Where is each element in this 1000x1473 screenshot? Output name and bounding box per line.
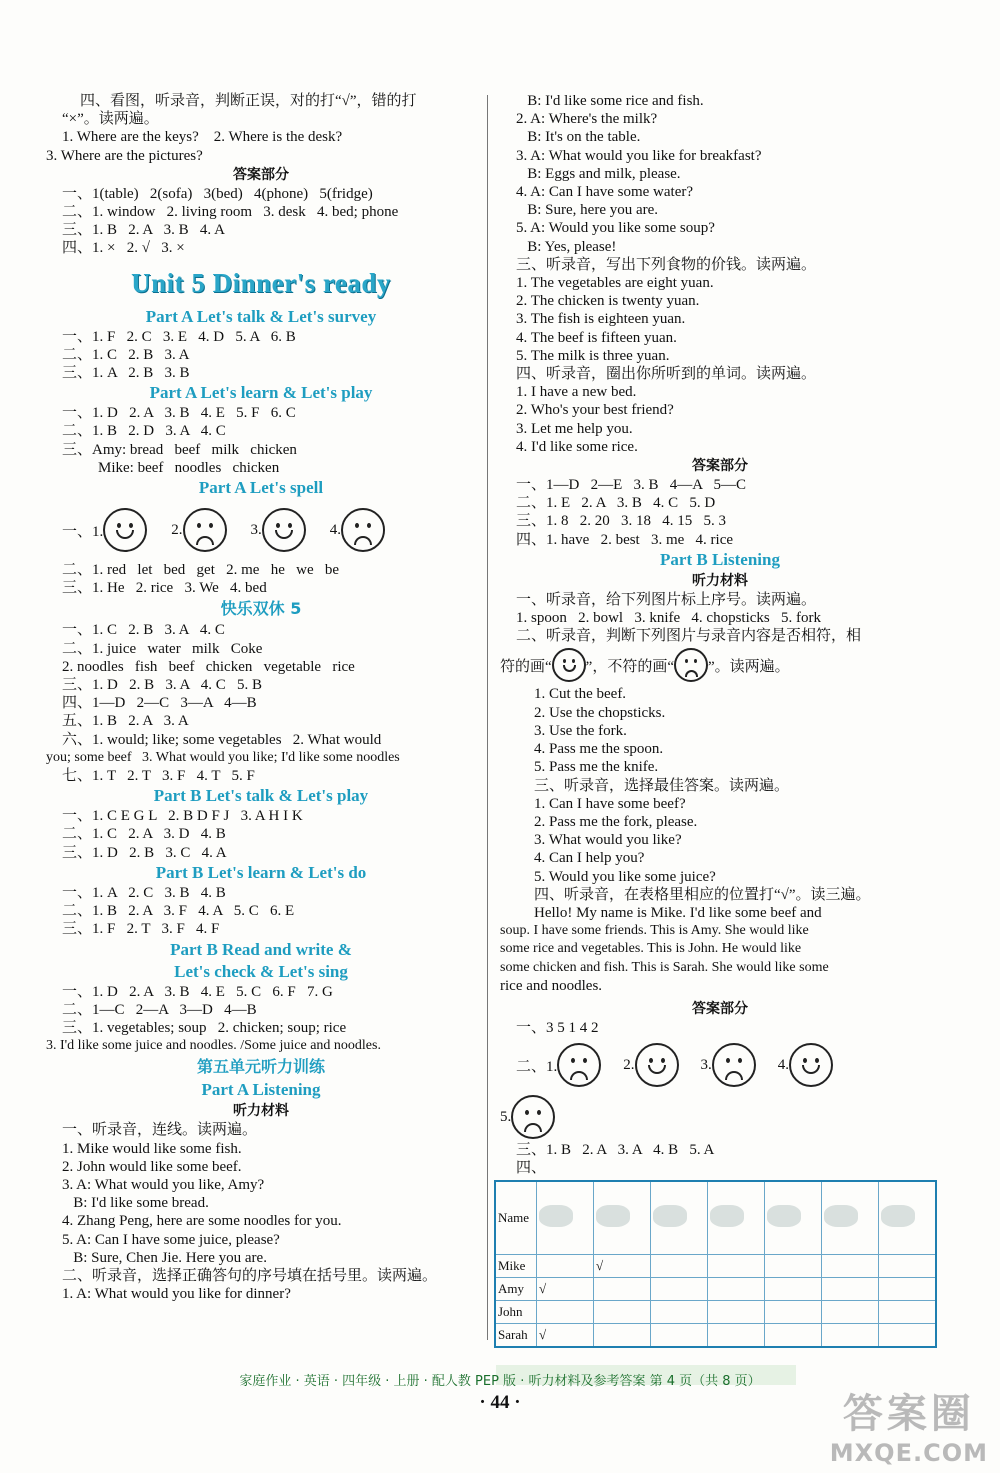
table-header-row — [495, 1181, 936, 1255]
faces-row — [46, 499, 476, 561]
sad-face-icon — [557, 1043, 601, 1087]
faces-label: 二、1. — [516, 1058, 558, 1075]
table-cell — [708, 1277, 765, 1300]
text-line: 3. Where are the pictures? — [46, 147, 203, 164]
text-line: you; some beef 3. What would you like; I'd like some noodles — [46, 749, 400, 765]
fish-icon — [767, 1205, 801, 1227]
section-title: Part A Listening — [201, 1080, 321, 1100]
text-line: 4. Pass me the spoon. — [534, 741, 664, 758]
text-line: 一、1—D 2—E 3. B 4—A 5—C — [516, 477, 747, 494]
face-number: 4. — [329, 521, 342, 538]
table-cell — [708, 1300, 765, 1323]
faces-row — [500, 1093, 940, 1141]
text-line: 一、1. D 2. A 3. B 4. E 5. C 6. F 7. G — [62, 983, 333, 1000]
text-line: B: Sure, here you are. — [516, 202, 659, 219]
bread-icon — [596, 1205, 630, 1227]
section-title: Let's check & Let's sing — [174, 961, 348, 981]
text-line: 4. Can I help you? — [534, 850, 645, 867]
text-line: 二、1. B 2. D 3. A 4. C — [62, 423, 226, 440]
table-cell — [708, 1181, 765, 1255]
text-line: Hello! My name is Mike. I'd like some beef and — [534, 904, 822, 921]
text-line: 1. Where are the keys? 2. Where is the desk? — [62, 129, 343, 146]
text-line: 二、1. C 2. A 3. D 4. B — [62, 826, 226, 843]
answer-table — [494, 1180, 937, 1348]
face-legend-row — [500, 645, 940, 685]
table-cell — [651, 1254, 708, 1277]
table-cell — [651, 1300, 708, 1323]
column-divider — [487, 95, 488, 1340]
text-line: 5. A: Can I have some juice, please? — [62, 1231, 280, 1248]
text-line: some rice and vegetables. This is John. He would like — [500, 941, 802, 957]
text-line: 5. A: Would you like some soup? — [516, 220, 715, 237]
text-line: some chicken and fish. This is Sarah. She would like some — [500, 959, 829, 975]
section-title: Part A Let's learn & Let's play — [149, 383, 373, 403]
section-title: Part B Let's learn & Let's do — [155, 862, 367, 882]
table-cell — [879, 1181, 937, 1255]
table-row-name: John — [495, 1300, 537, 1323]
table-cell: √ — [537, 1323, 594, 1347]
text-fragment: ”。读两遍。 — [708, 658, 790, 675]
text-line: 2. Who's your best friend? — [516, 402, 674, 419]
face-number: 3. — [250, 521, 262, 538]
table-cell — [822, 1323, 879, 1347]
chicken-icon — [710, 1205, 744, 1227]
text-line: 三、1. B 2. A 3. A 4. B 5. A — [516, 1142, 715, 1159]
text-line: 一、3 5 1 4 2 — [516, 1019, 599, 1036]
face-number: 2. — [171, 521, 183, 538]
text-line: 2. The chicken is twenty yuan. — [516, 293, 700, 310]
text-line: 三、听录音，写出下列食物的价钱。读两遍。 — [516, 256, 817, 273]
text-line: 四、1. × 2. √ 3. × — [62, 240, 185, 257]
smiley-face-icon — [552, 648, 586, 682]
table-cell — [822, 1254, 879, 1277]
table-cell: √ — [537, 1277, 594, 1300]
text-line: 3. The fish is eighteen yuan. — [516, 311, 686, 328]
table-row-name: Mike — [495, 1254, 537, 1277]
table-cell — [651, 1323, 708, 1347]
table-cell — [537, 1254, 594, 1277]
table-row — [495, 1277, 936, 1300]
right-column — [500, 92, 940, 1348]
section-title: Part B Read and write & — [170, 939, 352, 959]
watermark-top: 答案圈 — [842, 1391, 975, 1437]
text-line: B: It's on the table. — [516, 129, 641, 146]
text-line: 1. Cut the beef. — [534, 686, 627, 703]
section-title: Part B Let's talk & Let's play — [153, 786, 369, 806]
table-cell — [879, 1277, 937, 1300]
sad-face-icon — [712, 1043, 756, 1087]
text-line: 一、1. C 2. B 3. A 4. C — [62, 622, 225, 639]
text-line: 2. noodles fish beef chicken vegetable rice — [62, 658, 355, 675]
text-line: 一、1. A 2. C 3. B 4. B — [62, 884, 226, 901]
table-cell — [879, 1254, 937, 1277]
table-cell — [765, 1181, 822, 1255]
page-footer: 家庭作业 · 英语 · 四年级 · 上册 · 配人教 PEP 版 · 听力材料及参考答案 第 4 页（共 8 页） — [239, 1374, 761, 1389]
text-line: 2. Use the chopsticks. — [534, 704, 666, 721]
text-line: 4. The beef is fifteen yuan. — [516, 329, 677, 346]
text-line: 一、听录音，给下列图片标上序号。读两遍。 — [516, 591, 817, 608]
noodles-icon — [881, 1205, 915, 1227]
table-cell — [594, 1323, 651, 1347]
table-cell — [822, 1277, 879, 1300]
section-title: 第五单元听力训练 — [196, 1057, 325, 1077]
answer-heading: 答案部分 — [233, 166, 289, 183]
text-line: 一、听录音，连线。读两遍。 — [62, 1122, 258, 1139]
text-line: 二、1. C 2. B 3. A — [62, 346, 190, 363]
text-line: 二、1. B 2. A 3. F 4. A 5. C 6. E — [62, 903, 295, 920]
text-line: “×”。读两遍。 — [62, 111, 159, 128]
table-cell — [765, 1300, 822, 1323]
text-line: B: Sure, Chen Jie. Here you are. — [62, 1249, 267, 1266]
table-cell — [879, 1323, 937, 1347]
text-line: 二、1. E 2. A 3. B 4. C 5. D — [516, 495, 716, 512]
text-line: 二、1. juice water milk Coke — [62, 640, 263, 657]
smiley-face-icon — [103, 508, 147, 552]
text-line: 一、1. F 2. C 3. E 4. D 5. A 6. B — [62, 328, 296, 345]
bowl-icon — [539, 1205, 573, 1227]
text-line: B: I'd like some bread. — [62, 1195, 209, 1212]
text-line: 3. Let me help you. — [516, 420, 633, 437]
sad-face-icon — [341, 508, 385, 552]
text-line: B: I'd like some rice and fish. — [516, 93, 704, 109]
watermark-bottom: MXQE.COM — [829, 1439, 988, 1467]
table-cell — [594, 1277, 651, 1300]
answer-heading: 答案部分 — [692, 1000, 748, 1017]
text-line: 四、 — [516, 1160, 547, 1177]
text-line: 4. I'd like some rice. — [516, 438, 638, 455]
table-row-name: Sarah — [495, 1323, 537, 1347]
table-cell — [765, 1254, 822, 1277]
text-line: 3. I'd like some juice and noodles. /Some juice and noodles. — [46, 1038, 381, 1054]
watermark-logo — [830, 1382, 988, 1467]
faces-row — [500, 1037, 940, 1093]
text-line: 一、1. C E G L 2. B D F J 3. A H I K — [62, 808, 303, 825]
material-heading: 听力材料 — [692, 572, 748, 589]
table-cell — [594, 1181, 651, 1255]
text-line: 二、1—C 2—A 3—D 4—B — [62, 1001, 257, 1018]
text-line: 1. A: What would you like for dinner? — [62, 1286, 291, 1303]
text-line: 一、1. D 2. A 3. B 4. E 5. F 6. C — [62, 405, 296, 422]
table-cell — [822, 1300, 879, 1323]
section-title: Part B Listening — [660, 549, 780, 569]
text-line: 1. Can I have some beef? — [534, 795, 686, 812]
text-line: 三、1. B 2. A 3. B 4. A — [62, 222, 225, 239]
material-heading: 听力材料 — [233, 1103, 289, 1120]
text-line: 5. Pass me the knife. — [534, 759, 659, 776]
text-line: B: Yes, please! — [516, 238, 617, 255]
table-cell: √ — [594, 1254, 651, 1277]
text-line: 一、1(table) 2(sofa) 3(bed) 4(phone) 5(fridge) — [62, 185, 373, 202]
text-line: 1. Mike would like some fish. — [62, 1140, 242, 1157]
section-title: Part A Let's spell — [198, 478, 324, 498]
text-line: 1. spoon 2. bowl 3. knife 4. chopsticks 5. fork — [516, 610, 821, 627]
text-line: 1. I have a new bed. — [516, 384, 637, 401]
text-line: 3. Use the fork. — [534, 722, 627, 739]
text-line: 2. A: Where's the milk? — [516, 111, 658, 128]
table-cell — [708, 1323, 765, 1347]
text-line: Mike: beef noodles chicken — [98, 459, 280, 476]
text-fragment: 符的画“ — [500, 658, 552, 675]
table-row-name: Amy — [495, 1277, 537, 1300]
section-title: Part A Let's talk & Let's survey — [145, 306, 377, 326]
text-line: soup. I have some friends. This is Amy. She would like — [500, 923, 809, 939]
text-line: 三、1. D 2. B 3. A 4. C 5. B — [62, 677, 263, 694]
face-number: 2. — [623, 1056, 635, 1073]
table-cell — [765, 1277, 822, 1300]
text-line: 三、1. 8 2. 20 3. 18 4. 15 5. 3 — [516, 513, 727, 530]
soup-icon — [653, 1205, 687, 1227]
answer-heading: 答案部分 — [692, 458, 748, 475]
unit-title: Unit 5 Dinner's ready — [131, 267, 391, 298]
text-line: 3. What would you like? — [534, 832, 682, 849]
text-line: B: Eggs and milk, please. — [516, 165, 681, 182]
sad-face-icon — [674, 648, 708, 682]
table-cell — [708, 1254, 765, 1277]
faces-label: 一、1. — [62, 523, 104, 540]
text-line: 三、1. F 2. T 3. F 4. F — [62, 921, 220, 938]
text-line: 2. John would like some beef. — [62, 1158, 242, 1175]
sad-face-icon — [183, 508, 227, 552]
text-line: 三、Amy: bread beef milk chicken — [62, 441, 297, 458]
text-line: 四、看图，听录音，判断正误，对的打“√”，错的打 — [80, 93, 417, 109]
table-cell — [651, 1181, 708, 1255]
text-line: 七、1. T 2. T 3. F 4. T 5. F — [62, 768, 255, 785]
text-line: 5. The milk is three yuan. — [516, 347, 670, 364]
section-title: 快乐双休 5 — [220, 599, 302, 619]
table-row — [495, 1300, 936, 1323]
text-line: 四、听录音，圈出你所听到的单词。读两遍。 — [516, 366, 817, 383]
text-line: 4. Zhang Peng, here are some noodles for you. — [62, 1213, 342, 1230]
smiley-face-icon — [262, 508, 306, 552]
table-row — [495, 1254, 936, 1277]
text-line: 六、1. would; like; some vegetables 2. What would — [62, 731, 382, 748]
page-number: · 44 · — [479, 1392, 521, 1413]
text-line: 三、1. A 2. B 3. B — [62, 365, 190, 382]
table-cell — [879, 1300, 937, 1323]
smiley-face-icon — [635, 1043, 679, 1087]
text-line: 四、听录音，在表格里相应的位置打“√”。读三遍。 — [534, 886, 871, 903]
text-line: 三、1. vegetables; soup 2. chicken; soup; rice — [62, 1019, 347, 1036]
beef-icon — [824, 1205, 858, 1227]
table-cell — [651, 1277, 708, 1300]
table-cell — [594, 1300, 651, 1323]
text-line: 三、1. D 2. B 3. C 4. A — [62, 844, 227, 861]
text-line: 二、听录音，选择正确答句的序号填在括号里。读两遍。 — [62, 1267, 438, 1284]
text-line: 2. Pass me the fork, please. — [534, 813, 698, 830]
text-line: 1. The vegetables are eight yuan. — [516, 275, 714, 292]
text-line: 二、1. red let bed get 2. me he we be — [62, 562, 340, 579]
faces-label: 5. — [500, 1108, 512, 1125]
text-line: 二、1. window 2. living room 3. desk 4. bed; phone — [62, 204, 399, 221]
text-line: 五、1. B 2. A 3. A — [62, 713, 189, 730]
text-line: 5. Would you like some juice? — [534, 868, 716, 885]
text-line: 3. A: What would you like, Amy? — [62, 1176, 265, 1193]
table-cell — [765, 1323, 822, 1347]
smiley-face-icon — [789, 1043, 833, 1087]
sad-face-icon — [511, 1095, 555, 1139]
left-column — [46, 92, 476, 1303]
table-cell — [822, 1181, 879, 1255]
table-cell — [537, 1300, 594, 1323]
text-line: 四、1. have 2. best 3. me 4. rice — [516, 531, 734, 548]
face-number: 4. — [777, 1056, 790, 1073]
text-line: 三、听录音，选择最佳答案。读两遍。 — [534, 777, 790, 794]
table-header-name: Name — [495, 1181, 537, 1255]
text-line: rice and noodles. — [500, 977, 603, 994]
text-line: 三、1. He 2. rice 3. We 4. bed — [62, 580, 267, 597]
table-cell — [537, 1181, 594, 1255]
text-line: 4. A: Can I have some water? — [516, 184, 694, 201]
table-row — [495, 1323, 936, 1347]
text-line: 3. A: What would you like for breakfast? — [516, 147, 762, 164]
text-fragment: ”，不符的画“ — [585, 658, 674, 675]
text-line: 四、1—D 2—C 3—A 4—B — [62, 695, 257, 712]
face-number: 3. — [700, 1056, 712, 1073]
text-line: 二、听录音，判断下列图片与录音内容是否相符，相 — [516, 628, 862, 645]
